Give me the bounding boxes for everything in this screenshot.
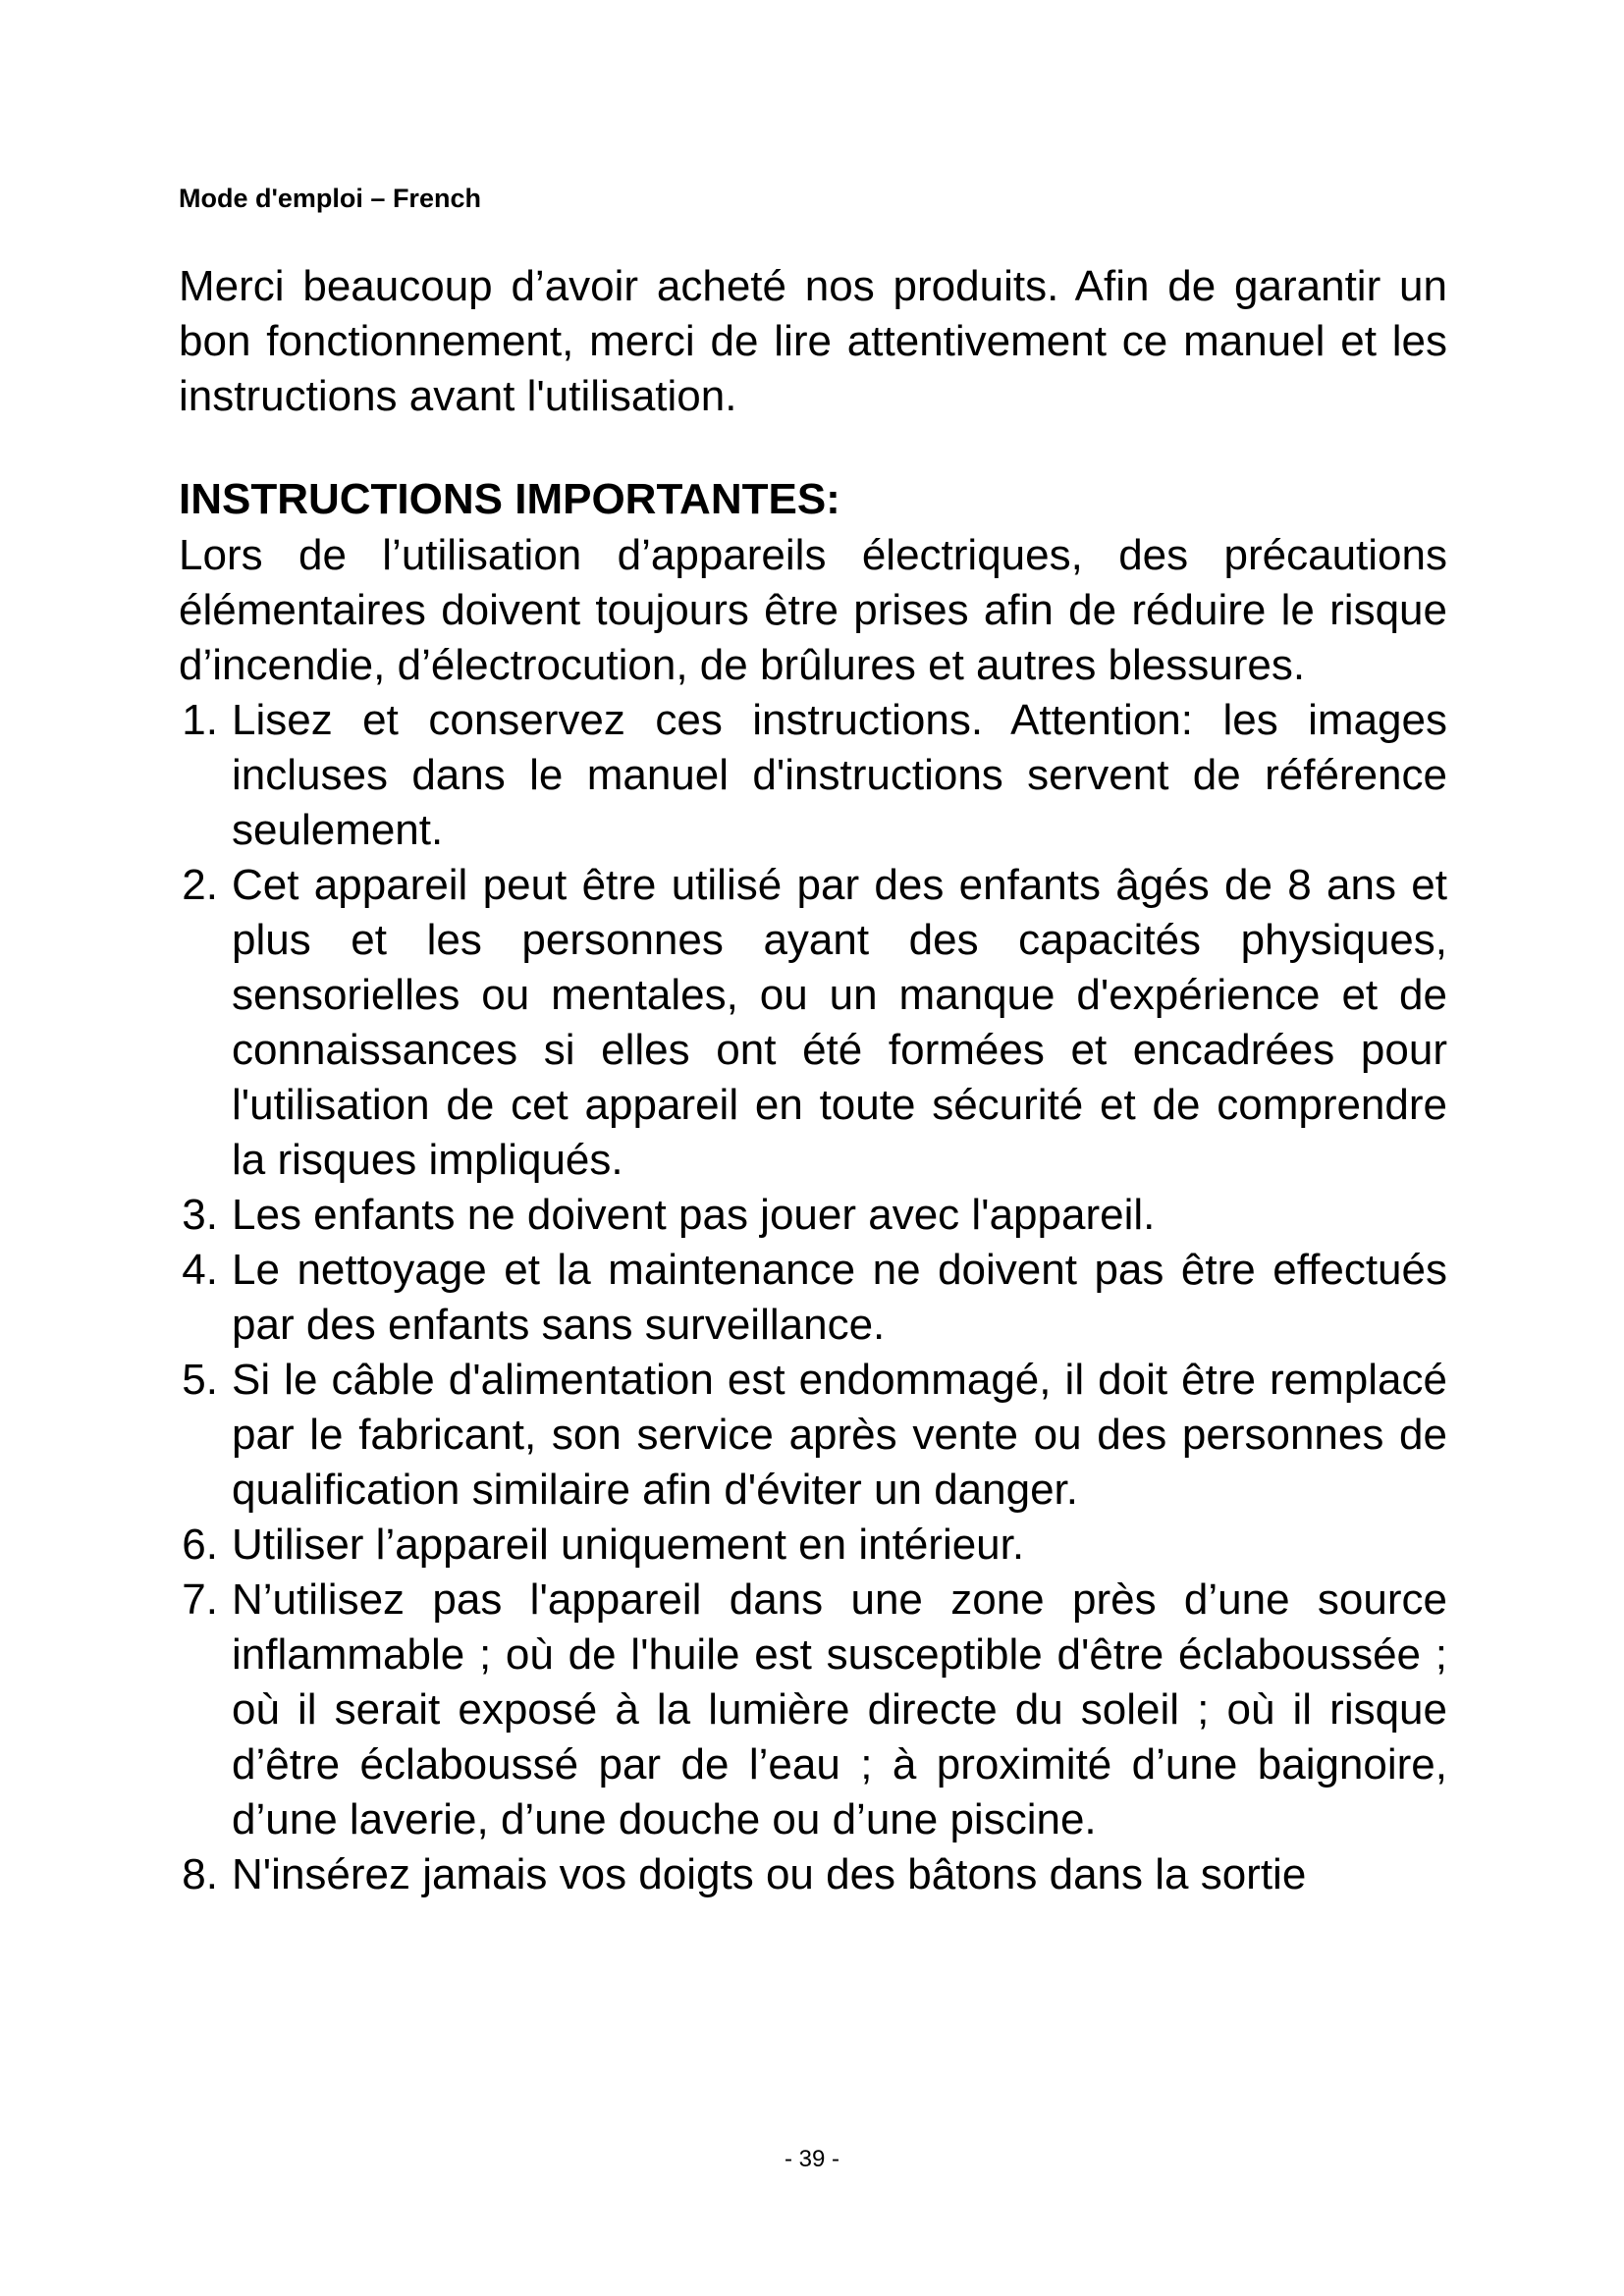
page-content bbox=[179, 259, 1447, 1902]
instruction-text: Le nettoyage et la maintenance ne doivent pas être effectués par des enfants sans surveillance. bbox=[232, 1246, 1447, 1349]
instruction-text: N'insérez jamais vos doigts ou des bâtons dans la sortie bbox=[232, 1850, 1307, 1898]
instruction-item bbox=[179, 1353, 1447, 1518]
intro-paragraph: Merci beaucoup d’avoir acheté nos produits. Afin de garantir un bon fonctionnement, merci de lire attentivement ce manuel et les instructions avant l'utilisation. bbox=[179, 262, 1447, 420]
instruction-list bbox=[179, 693, 1447, 1902]
section-heading: INSTRUCTIONS IMPORTANTES: bbox=[179, 475, 840, 523]
instruction-text: Les enfants ne doivent pas jouer avec l'appareil. bbox=[232, 1191, 1156, 1239]
document-header-label: Mode d'emploi – French bbox=[179, 184, 481, 213]
instruction-number: 4. bbox=[182, 1246, 218, 1294]
instruction-item bbox=[179, 693, 1447, 858]
instruction-text: Si le câble d'alimentation est endommagé, il doit être remplacé par le fabricant, son service après vente ou des personnes de qualification similaire afin d'éviter un danger. bbox=[232, 1356, 1447, 1514]
section-lead-paragraph: Lors de l’utilisation d’appareils électriques, des précautions élémentaires doivent toujours être prises afin de réduire le risque d’incendie, d’électrocution, de brûlures et autres blessures. bbox=[179, 531, 1447, 689]
instruction-number: 8. bbox=[182, 1850, 218, 1898]
instruction-item bbox=[179, 1518, 1447, 1573]
instruction-text: Utiliser l’appareil uniquement en intérieur. bbox=[232, 1521, 1025, 1569]
instruction-number: 6. bbox=[182, 1521, 218, 1569]
instruction-number: 7. bbox=[182, 1575, 218, 1624]
page-number: - 39 - bbox=[784, 2146, 839, 2172]
instruction-text: N’utilisez pas l'appareil dans une zone près d’une source inflammable ; où de l'huile est susceptible d'être éclaboussée ; où il serait exposé à la lumière directe du soleil ; où il risque d’être éclaboussé par de l’eau ; à proximité d’une baignoire, d’une laverie, d’une douche ou d’une piscine. bbox=[232, 1575, 1447, 1843]
instruction-number: 5. bbox=[182, 1356, 218, 1404]
instruction-number: 1. bbox=[182, 696, 218, 744]
instruction-item bbox=[179, 858, 1447, 1188]
instruction-text: Lisez et conservez ces instructions. Attention: les images incluses dans le manuel d'instructions servent de référence seulement. bbox=[232, 696, 1447, 854]
instruction-item bbox=[179, 1243, 1447, 1353]
instruction-number: 3. bbox=[182, 1191, 218, 1239]
instruction-number: 2. bbox=[182, 861, 218, 909]
instruction-text: Cet appareil peut être utilisé par des enfants âgés de 8 ans et plus et les personnes ayant des capacités physiques, sensorielles ou mentales, ou un manque d'expérience et de connaissances si elles ont été formées et encadrées pour l'utilisation de cet appareil en toute sécurité et de comprendre la risques impliqués. bbox=[232, 861, 1447, 1184]
instruction-item bbox=[179, 1573, 1447, 1847]
instruction-item bbox=[179, 1847, 1447, 1902]
instruction-item bbox=[179, 1188, 1447, 1243]
